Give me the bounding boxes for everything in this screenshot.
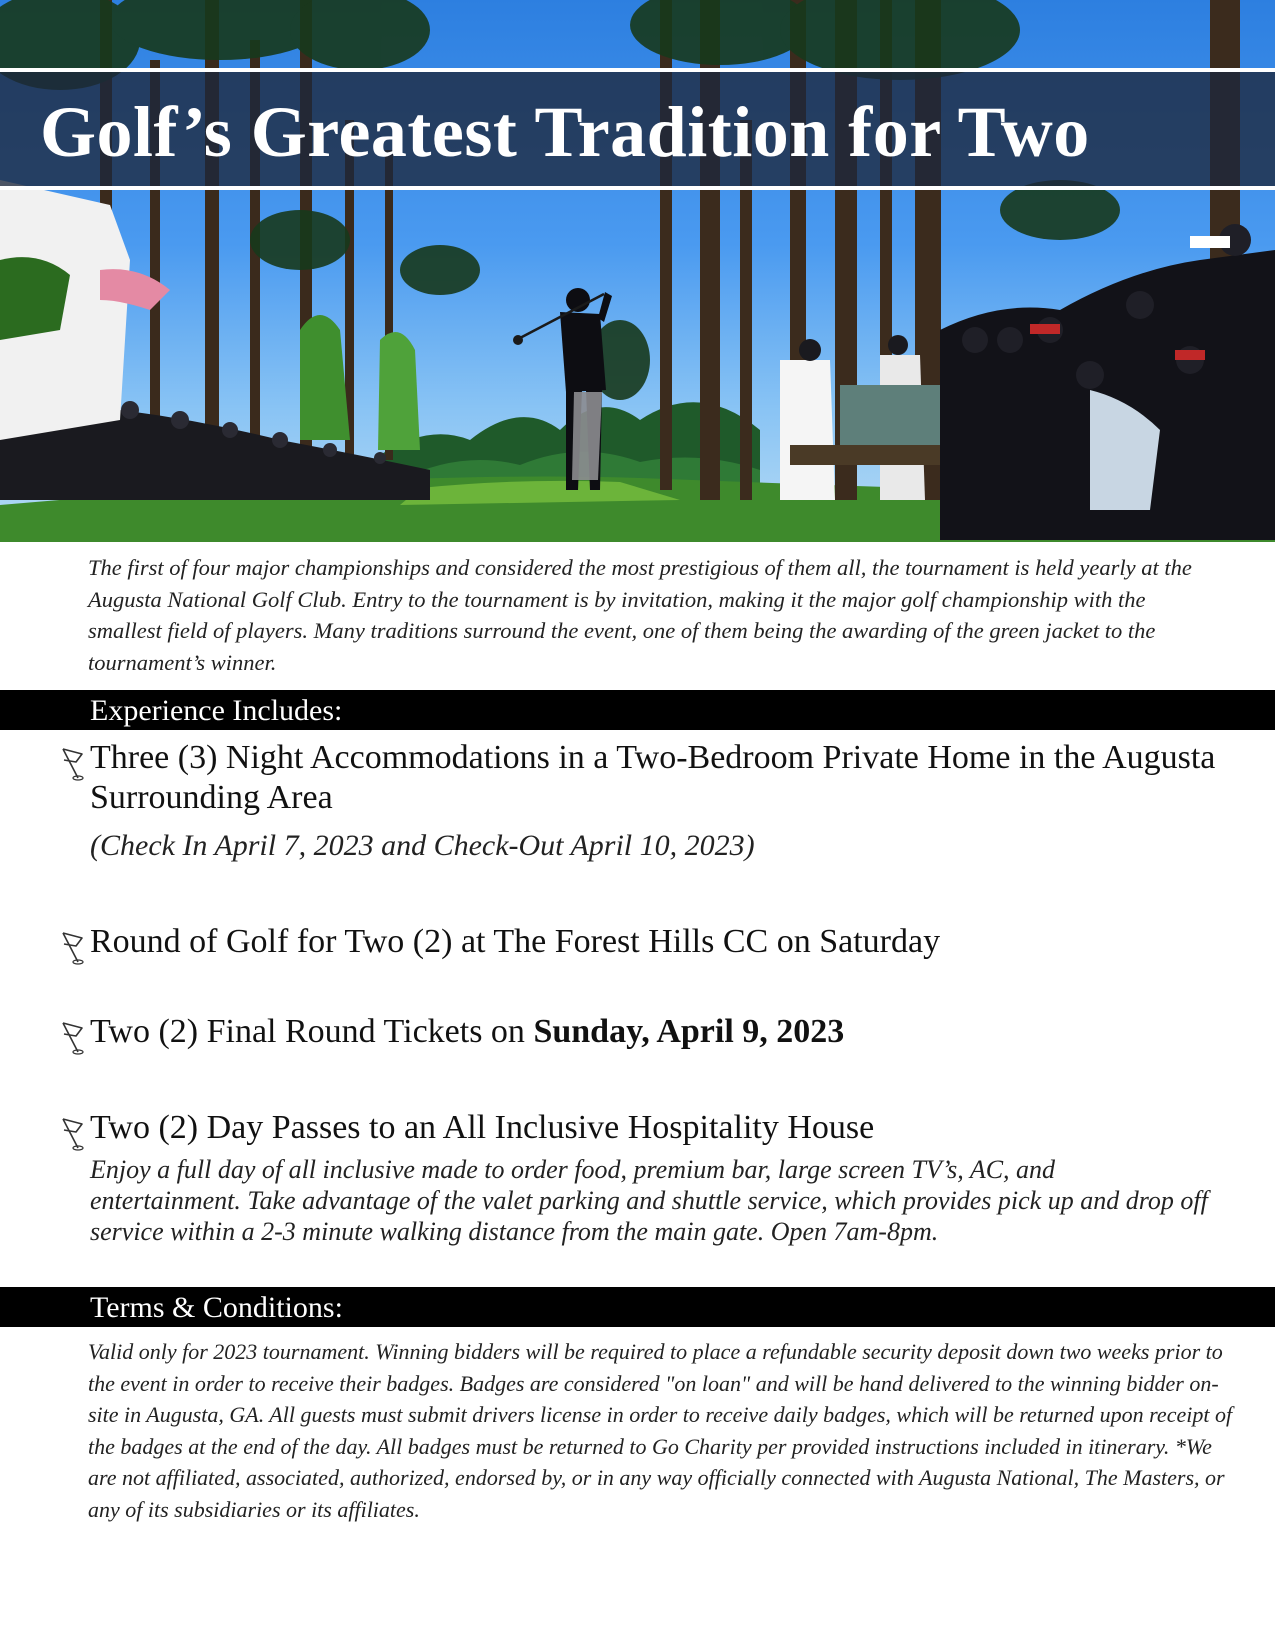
item-text-bold-date: Sunday, April 9, 2023 xyxy=(533,1013,845,1050)
terms-paragraph: Valid only for 2023 tournament. Winning bidders will be required to place a refundable security deposit down two weeks prior to the event in order to receive their badges. Badges are considered "on loan" and will be hand delivered to the winning bidder on-site in Augusta, GA. All guests must submit drivers license in order to receive daily badges, which will be returned upon receipt of the badges at the end of the day. All badges must be returned to Go Charity per provided instructions included in itinerary. *We are not affiliated, associated, authorized, endorsed by, or in any way officially connected with Augusta National, The Masters, or any of its subsidiaries or its affiliates. xyxy=(88,1339,1233,1522)
item-text: Two (2) Day Passes to an All Inclusive Hospitality House xyxy=(90,1109,875,1146)
item-text: Three (3) Night Accommodations in a Two-Bedroom Private Home in the Augusta Surrounding Area xyxy=(90,739,1216,816)
golf-flag-icon xyxy=(58,746,86,782)
page-title: Golf’s Greatest Tradition for Two xyxy=(40,92,1090,172)
terms-heading: Terms & Conditions: xyxy=(90,1291,343,1324)
terms-section-bar xyxy=(0,1287,1275,1327)
golf-flag-icon xyxy=(58,1020,86,1056)
golf-flag-icon xyxy=(58,1116,86,1152)
item-dates: (Check In April 7, 2023 and Check-Out April 10, 2023) xyxy=(90,829,755,862)
experience-section-bar xyxy=(0,690,1275,730)
list-item xyxy=(58,1012,1238,1052)
intro-paragraph: The first of four major championships and considered the most prestigious of them all, the tournament is held yearly at the Augusta National Golf Club. Entry to the tournament is by invitation, making it the major golf championship with the smallest field of players. Many traditions surround the event, one of them being the awarding of the green jacket to the tournament’s winner. xyxy=(88,555,1192,675)
item-text-regular: Two (2) Final Round Tickets on xyxy=(90,1013,534,1050)
list-item xyxy=(58,738,1238,866)
item-description: Enjoy a full day of all inclusive made to order food, premium bar, large screen TV’s, AC, and entertainment. Take advantage of the valet parking and shuttle service, which provides pick up and drop off service within a 2-3 minute walking distance from the main gate. Open 7am-8pm. xyxy=(90,1155,1208,1246)
experience-heading: Experience Includes: xyxy=(90,694,343,727)
item-text: Round of Golf for Two (2) at The Forest Hills CC on Saturday xyxy=(90,923,941,960)
list-item xyxy=(58,1108,1238,1247)
list-item xyxy=(58,922,1238,962)
golf-flag-icon xyxy=(58,930,86,966)
item-text xyxy=(90,1012,1238,1052)
